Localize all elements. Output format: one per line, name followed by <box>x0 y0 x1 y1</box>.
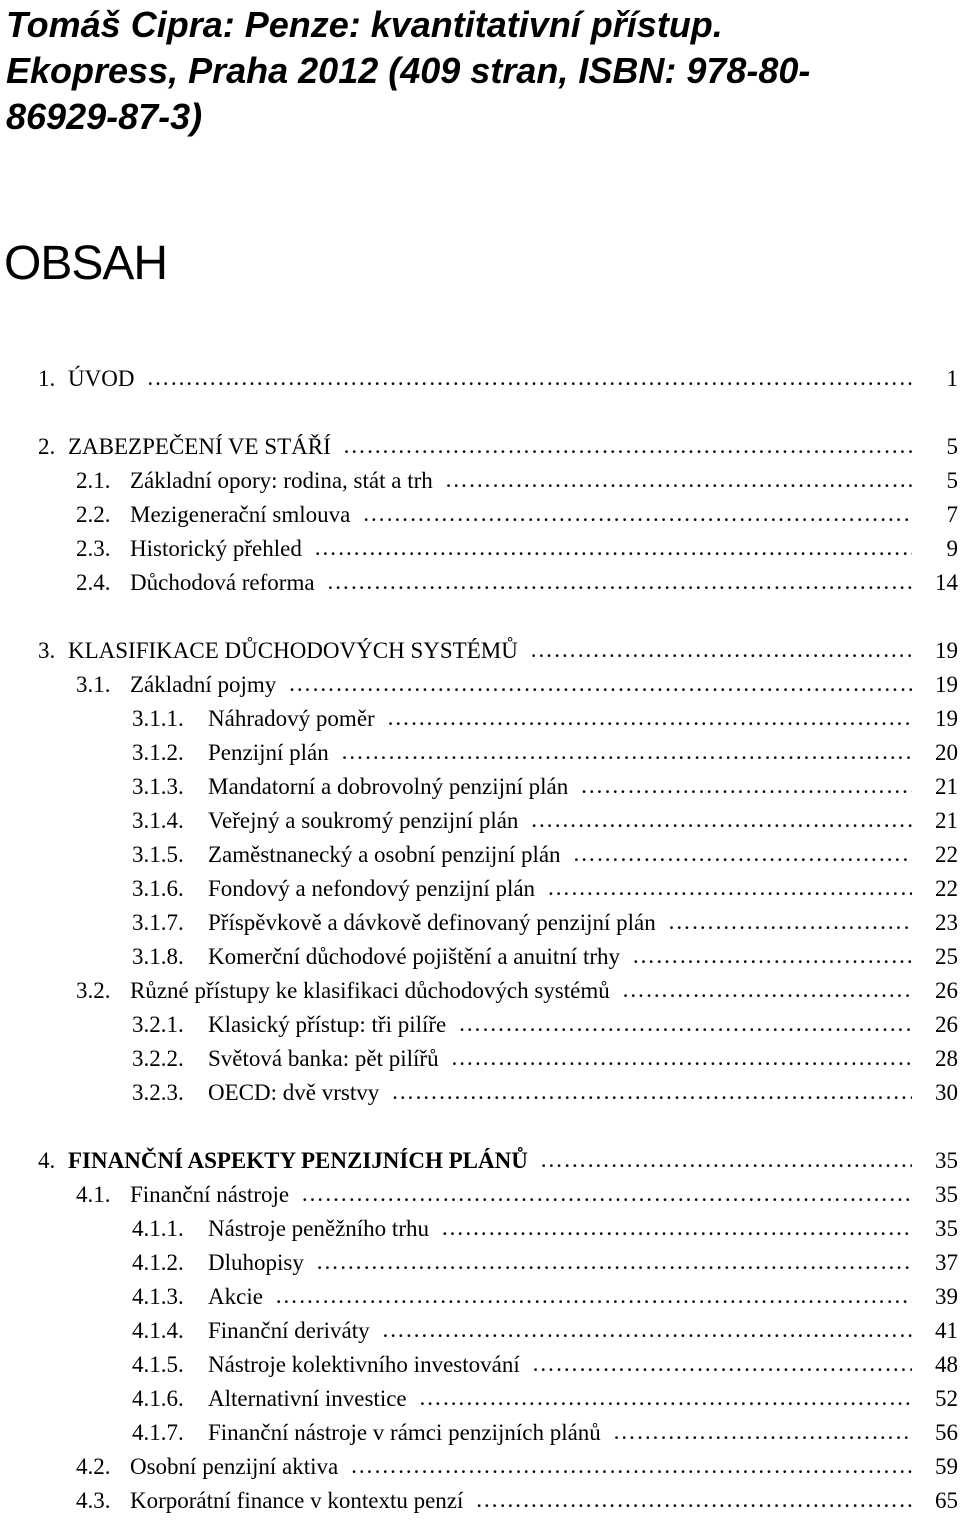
toc-entry-number: 3.1.5. <box>132 842 184 867</box>
toc-entry-number: 4.1.1. <box>132 1216 184 1241</box>
toc-entry-page: 35 <box>935 1148 958 1173</box>
toc-entry-page: 19 <box>935 638 958 663</box>
toc-leader-dots <box>580 771 912 801</box>
toc-entry-title: Korporátní finance v kontextu penzí <box>130 1488 464 1513</box>
toc-leader-dots <box>343 431 912 461</box>
toc-entry-number: 4.1. <box>76 1182 111 1207</box>
toc-entry-page: 30 <box>935 1080 958 1105</box>
toc-entry <box>132 1006 958 1040</box>
toc-entry-title: Klasický přístup: tři pilíře <box>208 1012 447 1037</box>
toc-entry-page: 59 <box>935 1454 958 1479</box>
toc-leader-dots <box>445 465 912 495</box>
toc-entry <box>132 734 958 768</box>
toc-entry-title: Finanční deriváty <box>208 1318 370 1343</box>
toc-entry-title: ÚVOD <box>68 366 135 391</box>
toc-entry-title: Osobní penzijní aktiva <box>130 1454 339 1479</box>
toc-entry-page: 14 <box>935 570 958 595</box>
toc-leader-dots <box>532 1349 912 1379</box>
toc-entry-title: Komerční důchodové pojištění a anuitní trhy <box>208 944 620 969</box>
toc-entry <box>132 768 958 802</box>
toc-entry-page: 22 <box>935 842 958 867</box>
toc-entry-title: Nástroje kolektivního investování <box>208 1352 520 1377</box>
toc-entry-page: 21 <box>935 774 958 799</box>
toc-leader-dots <box>146 363 912 393</box>
toc-entry-title: Zaměstnanecký a osobní penzijní plán <box>208 842 561 867</box>
toc-leader-dots <box>475 1485 912 1515</box>
toc-leader-dots <box>391 1077 912 1107</box>
toc-entry <box>132 700 958 734</box>
toc-leader-dots <box>622 975 912 1005</box>
toc-entry <box>76 530 958 564</box>
toc-leader-dots <box>382 1315 912 1345</box>
toc-entry <box>132 904 958 938</box>
toc-entry-title: Finanční nástroje <box>130 1182 290 1207</box>
toc-entry-title: Různé přístupy ke klasifikaci důchodových systémů <box>130 978 610 1003</box>
toc-entry-number: 3.1.8. <box>132 944 184 969</box>
toc-entry-page: 1 <box>946 366 958 391</box>
toc-entry-page: 35 <box>935 1182 958 1207</box>
toc-entry-title: FINANČNÍ ASPEKTY PENZIJNÍCH PLÁNŮ <box>68 1148 528 1173</box>
toc-leader-dots <box>316 1247 912 1277</box>
toc-entry-page: 41 <box>935 1318 958 1343</box>
toc-leader-dots <box>288 669 912 699</box>
toc-entry <box>132 1380 958 1414</box>
toc-entry-title: Dluhopisy <box>208 1250 304 1275</box>
toc-entry-number: 3.2. <box>76 978 111 1003</box>
toc-entry-title: Penzijní plán <box>208 740 329 765</box>
toc-leader-dots <box>613 1417 912 1447</box>
toc-entry-title: OECD: dvě vrstvy <box>208 1080 380 1105</box>
toc-entry <box>132 870 958 904</box>
toc-entry-number: 3.1.2. <box>132 740 184 765</box>
toc-entry-page: 26 <box>935 978 958 1003</box>
toc-leader-dots <box>387 703 912 733</box>
toc-entry-page: 25 <box>935 944 958 969</box>
title-line-2: Ekopress, Praha 2012 (409 stran, ISBN: 978-80- <box>6 50 811 91</box>
title-line-3: 86929-87-3) <box>6 96 203 137</box>
toc-entry-title: Veřejný a soukromý penzijní plán <box>208 808 519 833</box>
toc-leader-dots <box>632 941 912 971</box>
toc-leader-dots <box>350 1451 912 1481</box>
toc-leader-dots <box>301 1179 912 1209</box>
toc-entry-number: 1. <box>38 366 56 391</box>
toc-entry-page: 65 <box>935 1488 958 1513</box>
toc-entry-title: Akcie <box>208 1284 263 1309</box>
toc-leader-dots <box>327 567 912 597</box>
toc-entry <box>76 462 958 496</box>
toc-entry <box>76 564 958 598</box>
toc-entry-title: Finanční nástroje v rámci penzijních plánů <box>208 1420 601 1445</box>
toc-leader-dots <box>362 499 912 529</box>
toc-entry-number: 3.1.1. <box>132 706 184 731</box>
toc-leader-dots <box>573 839 912 869</box>
toc-entry <box>132 836 958 870</box>
toc-leader-dots <box>341 737 912 767</box>
toc-entry-page: 5 <box>946 434 958 459</box>
toc-entry-title: Základní pojmy <box>130 672 277 697</box>
toc-entry-number: 4.1.6. <box>132 1386 184 1411</box>
toc-entry-number: 4.1.3. <box>132 1284 184 1309</box>
toc-entry <box>132 1244 958 1278</box>
toc-entry-number: 3. <box>38 638 56 663</box>
toc-leader-dots <box>547 873 912 903</box>
toc-leader-dots <box>314 533 912 563</box>
toc-entry-title: Mezigenerační smlouva <box>130 502 351 527</box>
toc-entry <box>38 632 958 666</box>
toc-entry-number: 3.2.3. <box>132 1080 184 1105</box>
toc-entry-page: 19 <box>935 672 958 697</box>
toc-entry <box>132 1278 958 1312</box>
toc-entry-number: 3.2.1. <box>132 1012 184 1037</box>
toc-entry-title: KLASIFIKACE DŮCHODOVÝCH SYSTÉMŮ <box>68 638 518 663</box>
toc-entry-page: 26 <box>935 1012 958 1037</box>
toc-entry <box>76 1176 958 1210</box>
toc-entry <box>76 972 958 1006</box>
toc-entry-number: 3.2.2. <box>132 1046 184 1071</box>
toc-entry-page: 9 <box>946 536 958 561</box>
toc-entry <box>76 496 958 530</box>
toc-entry-page: 19 <box>935 706 958 731</box>
toc-entry <box>38 1142 958 1176</box>
toc-entry <box>132 1040 958 1074</box>
toc-entry-number: 4.1.2. <box>132 1250 184 1275</box>
toc-entry <box>132 1074 958 1108</box>
toc-entry <box>132 1210 958 1244</box>
toc-entry-number: 2.3. <box>76 536 111 561</box>
toc-leader-dots <box>451 1043 912 1073</box>
toc-entry-title: Alternativní investice <box>208 1386 407 1411</box>
toc-entry-number: 2.4. <box>76 570 111 595</box>
toc-entry-number: 4.3. <box>76 1488 111 1513</box>
toc-entry-page: 48 <box>935 1352 958 1377</box>
toc-entry-page: 21 <box>935 808 958 833</box>
toc-entry-number: 3.1. <box>76 672 111 697</box>
toc-entry-page: 37 <box>935 1250 958 1275</box>
toc-entry-page: 35 <box>935 1216 958 1241</box>
toc-entry-number: 4.2. <box>76 1454 111 1479</box>
toc-entry <box>132 1414 958 1448</box>
toc-entry-number: 4.1.5. <box>132 1352 184 1377</box>
toc-entry-number: 4. <box>38 1148 56 1173</box>
toc-leader-dots <box>441 1213 912 1243</box>
toc-entry-title: Světová banka: pět pilířů <box>208 1046 439 1071</box>
toc-leader-dots <box>419 1383 912 1413</box>
toc-entry-number: 2. <box>38 434 56 459</box>
toc-entry <box>76 1448 958 1482</box>
toc-entry-number: 3.1.3. <box>132 774 184 799</box>
toc-entry-title: Nástroje peněžního trhu <box>208 1216 429 1241</box>
toc-entry-title: Základní opory: rodina, stát a trh <box>130 468 433 493</box>
title-line-1: Tomáš Cipra: Penze: kvantitativní přístup. <box>6 4 723 45</box>
toc-leader-dots <box>530 805 912 835</box>
toc-leader-dots <box>540 1145 912 1175</box>
toc-entry-title: Příspěvkově a dávkově definovaný penzijní plán <box>208 910 656 935</box>
toc-entry-number: 2.1. <box>76 468 111 493</box>
toc-entry-title: Historický přehled <box>130 536 302 561</box>
toc-entry-title: ZABEZPEČENÍ VE STÁŘÍ <box>68 434 331 459</box>
toc-entry <box>132 1312 958 1346</box>
toc-entry-page: 28 <box>935 1046 958 1071</box>
toc-leader-dots <box>458 1009 912 1039</box>
toc-entry-number: 3.1.4. <box>132 808 184 833</box>
toc-entry-page: 5 <box>946 468 958 493</box>
toc-entry <box>132 938 958 972</box>
toc-leader-dots <box>275 1281 912 1311</box>
toc-entry-page: 56 <box>935 1420 958 1445</box>
toc-entry-title: Náhradový poměr <box>208 706 375 731</box>
toc-entry <box>38 428 958 462</box>
contents-heading: OBSAH <box>4 237 168 290</box>
toc-entry <box>76 666 958 700</box>
toc-entry-number: 4.1.4. <box>132 1318 184 1343</box>
toc-entry-number: 3.1.7. <box>132 910 184 935</box>
toc-entry-number: 4.1.7. <box>132 1420 184 1445</box>
toc-entry-page: 7 <box>946 502 958 527</box>
toc-entry-title: Mandatorní a dobrovolný penzijní plán <box>208 774 569 799</box>
toc-leader-dots <box>530 635 912 665</box>
toc-entry-title: Důchodová reforma <box>130 570 315 595</box>
toc-entry-page: 23 <box>935 910 958 935</box>
toc-entry <box>38 360 958 394</box>
toc-leader-dots <box>668 907 912 937</box>
toc-entry-page: 52 <box>935 1386 958 1411</box>
toc-entry-number: 2.2. <box>76 502 111 527</box>
toc-entry-page: 22 <box>935 876 958 901</box>
toc-entry-number: 3.1.6. <box>132 876 184 901</box>
toc-entry-page: 39 <box>935 1284 958 1309</box>
toc-entry <box>132 1346 958 1380</box>
toc-entry <box>76 1482 958 1516</box>
toc-entry <box>132 802 958 836</box>
toc-entry-page: 20 <box>935 740 958 765</box>
toc-entry-title: Fondový a nefondový penzijní plán <box>208 876 536 901</box>
